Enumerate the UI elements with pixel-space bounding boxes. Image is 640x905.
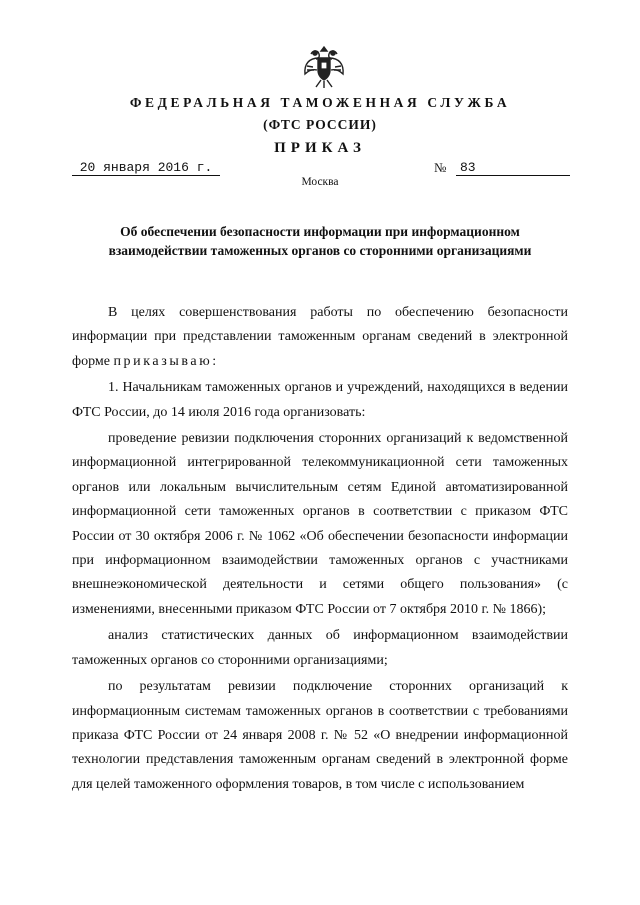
preamble-colon: : bbox=[212, 353, 217, 369]
paragraph-preamble bbox=[72, 301, 568, 374]
order-subject: Об обеспечении безопасности информации при информационном взаимодействии таможенных органов со сторонними организациями bbox=[108, 224, 532, 258]
agency-abbreviation: (ФТС РОССИИ) bbox=[263, 117, 377, 132]
document-type: ПРИКАЗ bbox=[274, 140, 366, 156]
double-headed-eagle-emblem bbox=[303, 44, 345, 90]
paragraph-analysis: анализ статистических данных об информационном взаимодействии таможенных органов со сторонними организациями; bbox=[72, 628, 568, 668]
order-number: 83 bbox=[456, 160, 570, 176]
paragraph-audit: проведение ревизии подключения сторонних организаций к ведомственной информационной интегрированной телекоммуникационной сети таможенных органов или локальным вычислительным сетям Единой автоматизированной информационной сети таможенных органов в соответствии с приказом ФТС России от 30 октября 2006 г. № 1062 «Об обеспечении безопасности информации при информационном взаимодействии таможенных органов с участниками внешнеэкономической деятельности и сетями общего пользования» (с изменениями, внесенными приказом ФТС России от 7 октября 2010 г. № 1866); bbox=[72, 431, 568, 617]
city: Москва bbox=[301, 176, 339, 188]
agency-name: ФЕДЕРАЛЬНАЯ ТАМОЖЕННАЯ СЛУЖБА bbox=[129, 95, 511, 110]
order-verb: приказываю bbox=[113, 353, 213, 369]
preamble-text: В целях совершенствования работы по обеспечению безопасности информации при представлении таможенным органам сведений в электронной форме bbox=[72, 305, 568, 369]
paragraph-results: по результатам ревизии подключение сторонних организаций к информационным системам таможенных органов в соответствии с требованиями приказа ФТС России от 24 января 2008 г. № 52 «О внедрении информационной технологии представления таможенным органам сведений в электронной форме для целей таможенного оформления товаров, в том числе с использованием bbox=[72, 679, 568, 792]
order-number-label: № bbox=[434, 160, 447, 175]
paragraph-item-1: 1. Начальникам таможенных органов и учреждений, находящихся в ведении ФТС России, до 14 июля 2016 года организовать: bbox=[72, 380, 568, 420]
order-date: 20 января 2016 г. bbox=[72, 160, 220, 176]
document-body bbox=[72, 301, 568, 797]
